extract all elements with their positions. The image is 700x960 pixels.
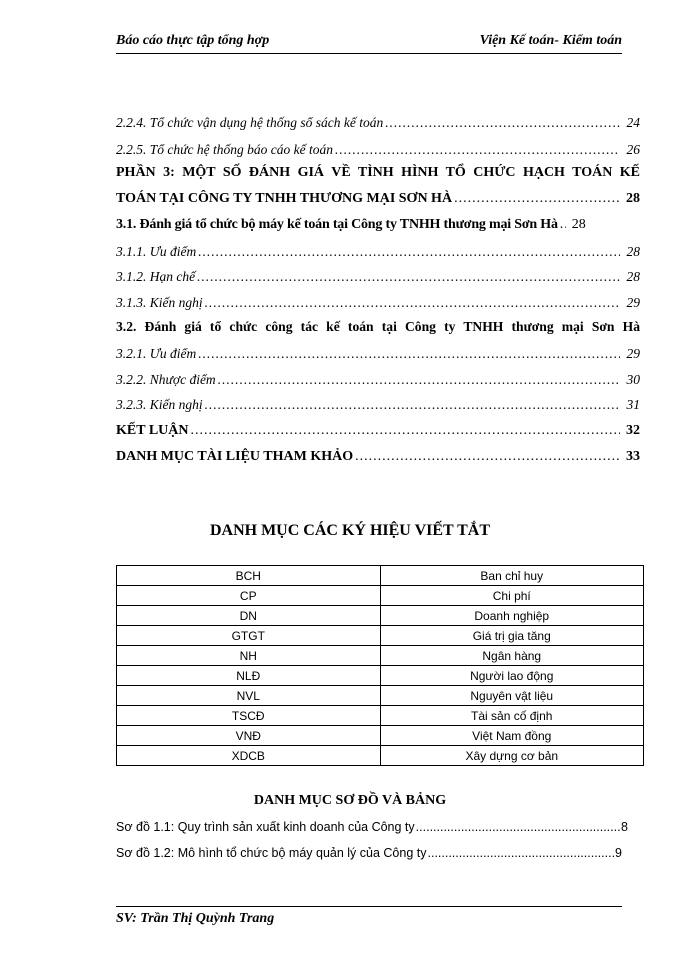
dot-leader (355, 448, 620, 466)
toc-entry-3-2-2[interactable] (116, 371, 640, 389)
meaning-cell: Nguyên vật liệu (380, 686, 644, 706)
meaning-cell: Giá trị gia tăng (380, 626, 644, 646)
table-row (117, 626, 644, 646)
toc-entry-3-2-3[interactable] (116, 396, 640, 414)
toc-entry-2-2-5[interactable] (116, 141, 640, 159)
toc-entry-conclusion[interactable] (116, 422, 640, 440)
dot-leader (385, 114, 620, 132)
table-row (117, 726, 644, 746)
dot-leader (428, 846, 615, 860)
footer-student-name: SV: Trần Thị Quỳnh Trang (116, 911, 275, 926)
meaning-cell: Xây dựng cơ bản (380, 746, 644, 766)
toc-page-number: 32 (626, 423, 640, 438)
table-row (117, 646, 644, 666)
toc-entry-text: KẾT LUẬN (116, 423, 189, 438)
meaning-cell: Việt Nam đồng (380, 726, 644, 746)
toc-entry-3-1[interactable] (116, 216, 640, 234)
diagrams-title: DANH MỤC SƠ ĐỒ VÀ BẢNG (253, 793, 447, 808)
table-row (117, 686, 644, 706)
dot-leader (197, 268, 620, 286)
meaning-cell: Ban chỉ huy (380, 566, 644, 586)
toc-entry-text: 3.2.2. Nhược điểm (116, 372, 216, 387)
toc-entry-text: 2.2.5. Tổ chức hệ thống báo cáo kế toán (116, 142, 333, 157)
toc-page-number: 33 (626, 449, 640, 464)
toc-part3-line1[interactable]: PHẦN 3: MỘT SỐ ĐÁNH GIÁ VỀ TÌNH HÌNH TỔ CHỨC HẠCH TOÁN KẾ (116, 165, 640, 180)
toc-entry-text: TOÁN TẠI CÔNG TY TNHH THƯƠNG MẠI SƠN HÀ (116, 191, 453, 206)
header-report-title: Báo cáo thực tập tổng hợp (116, 33, 270, 48)
meaning-cell: Doanh nghiệp (380, 606, 644, 626)
toc-part3-line2[interactable] (116, 190, 640, 208)
abbreviation-cell: DN (117, 606, 381, 626)
diagram-entry-1-2[interactable] (116, 846, 622, 860)
toc-page-number: 28 (626, 269, 640, 284)
abbreviation-cell: BCH (117, 566, 381, 586)
toc-page-number: 28 (626, 244, 640, 259)
dot-leader (560, 216, 566, 234)
toc-entry-3-1-1[interactable] (116, 243, 640, 261)
toc-page-number: 30 (626, 372, 640, 387)
abbreviation-cell: VNĐ (117, 726, 381, 746)
toc-entry-text: 3.1.1. Ưu điểm (116, 244, 197, 259)
toc-entry-text: 3.1.2. Hạn chế (116, 269, 196, 284)
toc-entry-text: 2.2.4. Tổ chức vận dụng hệ thống sổ sách kế toán (116, 115, 384, 130)
toc-entry-text: DANH MỤC TÀI LIỆU THAM KHẢO (116, 449, 354, 464)
header-institute: Viện Kế toán- Kiểm toán (479, 33, 622, 48)
abbreviation-cell: NVL (117, 686, 381, 706)
toc-entry-3-1-3[interactable] (116, 294, 640, 312)
toc-entry-3-1-2[interactable] (116, 268, 640, 286)
toc-page-number: 28 (571, 217, 586, 232)
dot-leader (198, 243, 620, 261)
page-header (116, 31, 622, 54)
toc-entry-text: 3.2.1. Ưu điểm (116, 346, 197, 361)
dot-leader (198, 345, 620, 363)
toc-page-number: 24 (626, 115, 640, 130)
toc-entry-text: 3.1. Đánh giá tổ chức bộ máy kế toán tại Công ty TNHH thương mại Sơn Hà (116, 217, 558, 232)
toc-entry-references[interactable] (116, 448, 640, 466)
abbreviations-title: DANH MỤC CÁC KÝ HIỆU VIẾT TẮT (209, 522, 491, 539)
toc-page-number: 29 (626, 295, 640, 310)
abbreviations-table (116, 565, 644, 766)
meaning-cell: Tài sản cố định (380, 706, 644, 726)
toc-entry-3-2-1[interactable] (116, 345, 640, 363)
diagram-page-number: 8 (621, 820, 628, 834)
abbreviation-cell: CP (117, 586, 381, 606)
meaning-cell: Chi phí (380, 586, 644, 606)
table-row (117, 606, 644, 626)
dot-leader (454, 190, 620, 208)
dot-leader (205, 294, 620, 312)
toc-entry-3-2[interactable]: 3.2. Đánh giá tổ chức công tác kế toán tại Công ty TNHH thương mại Sơn Hà (116, 319, 640, 334)
table-row (117, 666, 644, 686)
dot-leader (205, 396, 620, 414)
toc-page-number: 31 (626, 397, 640, 412)
table-row (117, 566, 644, 586)
table-row (117, 706, 644, 726)
abbreviation-cell: GTGT (117, 626, 381, 646)
meaning-cell: Người lao động (380, 666, 644, 686)
toc-page-number: 28 (626, 191, 640, 206)
diagram-page-number: 9 (615, 846, 622, 860)
diagram-entry-text: Sơ đồ 1.2: Mô hình tổ chức bộ máy quản lý của Công ty (116, 846, 427, 860)
dot-leader (190, 422, 620, 440)
toc-page-number: 26 (626, 142, 640, 157)
dot-leader (416, 820, 620, 834)
page-footer (116, 906, 622, 927)
diagram-entry-1-1[interactable] (116, 820, 628, 834)
abbreviation-cell: NH (117, 646, 381, 666)
table-row (117, 586, 644, 606)
abbreviation-cell: TSCĐ (117, 706, 381, 726)
dot-leader (335, 141, 620, 159)
table-row (117, 746, 644, 766)
toc-page-number: 29 (626, 346, 640, 361)
diagram-entry-text: Sơ đồ 1.1: Quy trình sản xuất kinh doanh của Công ty (116, 820, 415, 834)
dot-leader (218, 371, 620, 389)
toc-entry-2-2-4[interactable] (116, 114, 640, 132)
abbreviation-cell: NLĐ (117, 666, 381, 686)
toc-entry-text: 3.2.3. Kiến nghị (116, 397, 203, 412)
toc-entry-text: 3.1.3. Kiến nghị (116, 295, 203, 310)
meaning-cell: Ngân hàng (380, 646, 644, 666)
abbreviation-cell: XDCB (117, 746, 381, 766)
